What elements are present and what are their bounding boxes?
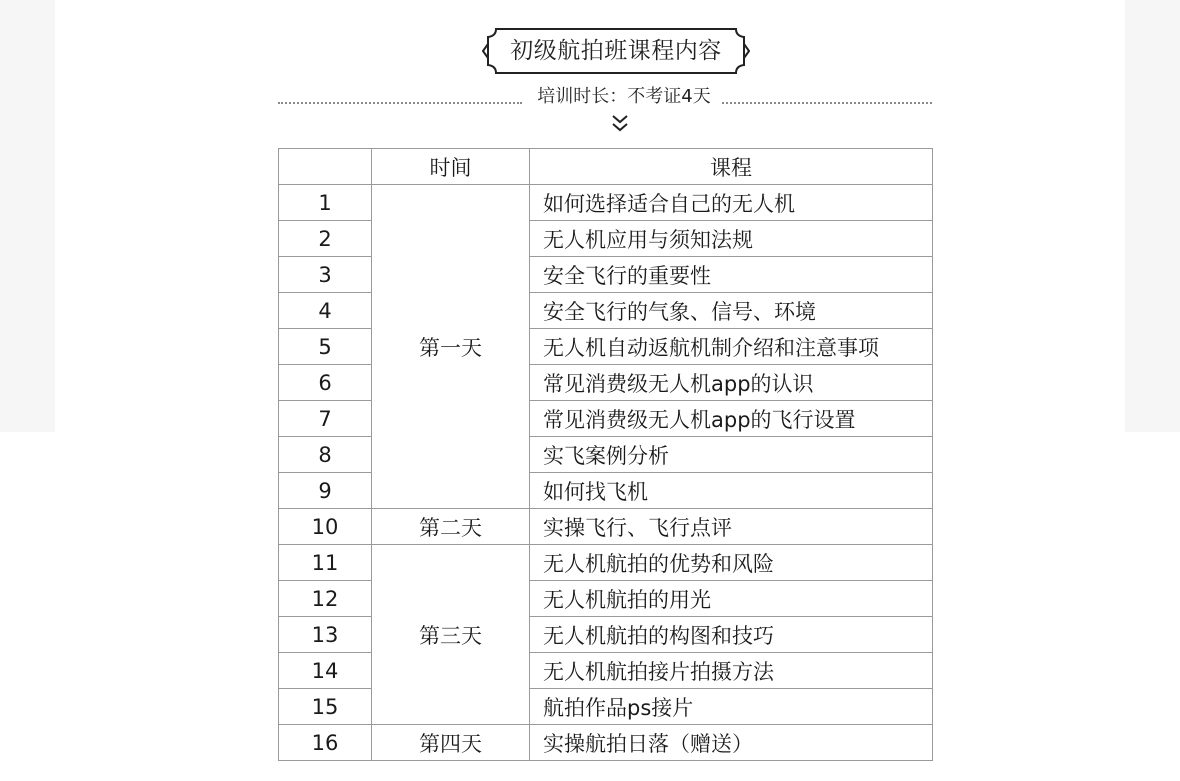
course-cell: 无人机航拍的构图和技巧 (530, 617, 933, 653)
double-chevron-down-icon (610, 113, 630, 135)
row-number: 2 (279, 221, 372, 257)
course-table (278, 148, 933, 761)
row-number: 16 (279, 725, 372, 761)
course-cell: 如何找飞机 (530, 473, 933, 509)
header-time: 时间 (372, 149, 530, 185)
row-number: 8 (279, 437, 372, 473)
dotted-divider-right (722, 102, 932, 104)
row-number: 15 (279, 689, 372, 725)
row-number: 1 (279, 185, 372, 221)
row-number: 6 (279, 365, 372, 401)
page-title: 初级航拍班课程内容 (510, 38, 722, 64)
row-number: 4 (279, 293, 372, 329)
course-cell: 安全飞行的气象、信号、环境 (530, 293, 933, 329)
title-banner (482, 26, 750, 76)
subtitle-row (276, 84, 932, 110)
dotted-divider-left (278, 102, 522, 104)
table-row (279, 185, 933, 221)
course-cell: 常见消费级无人机app的认识 (530, 365, 933, 401)
course-cell: 如何选择适合自己的无人机 (530, 185, 933, 221)
row-number: 7 (279, 401, 372, 437)
subtitle: 培训时长：不考证4天 (537, 86, 711, 107)
header-course: 课程 (530, 149, 933, 185)
day-cell: 第一天 (372, 185, 530, 509)
course-cell: 实操航拍日落（赠送） (530, 725, 933, 761)
table-row (279, 545, 933, 581)
course-cell: 无人机航拍接片拍摄方法 (530, 653, 933, 689)
table-row (279, 509, 933, 545)
row-number: 11 (279, 545, 372, 581)
day-cell: 第三天 (372, 545, 530, 725)
row-number: 9 (279, 473, 372, 509)
course-cell: 航拍作品ps接片 (530, 689, 933, 725)
row-number: 10 (279, 509, 372, 545)
course-cell: 无人机航拍的用光 (530, 581, 933, 617)
table-header-row (279, 149, 933, 185)
row-number: 13 (279, 617, 372, 653)
row-number: 14 (279, 653, 372, 689)
day-cell: 第二天 (372, 509, 530, 545)
course-cell: 无人机航拍的优势和风险 (530, 545, 933, 581)
course-cell: 实飞案例分析 (530, 437, 933, 473)
course-cell: 无人机应用与须知法规 (530, 221, 933, 257)
row-number: 12 (279, 581, 372, 617)
course-cell: 常见消费级无人机app的飞行设置 (530, 401, 933, 437)
row-number: 5 (279, 329, 372, 365)
course-cell: 安全飞行的重要性 (530, 257, 933, 293)
row-number: 3 (279, 257, 372, 293)
day-cell: 第四天 (372, 725, 530, 761)
table-row (279, 725, 933, 761)
course-cell: 无人机自动返航机制介绍和注意事项 (530, 329, 933, 365)
course-cell: 实操飞行、飞行点评 (530, 509, 933, 545)
header-index (279, 149, 372, 185)
